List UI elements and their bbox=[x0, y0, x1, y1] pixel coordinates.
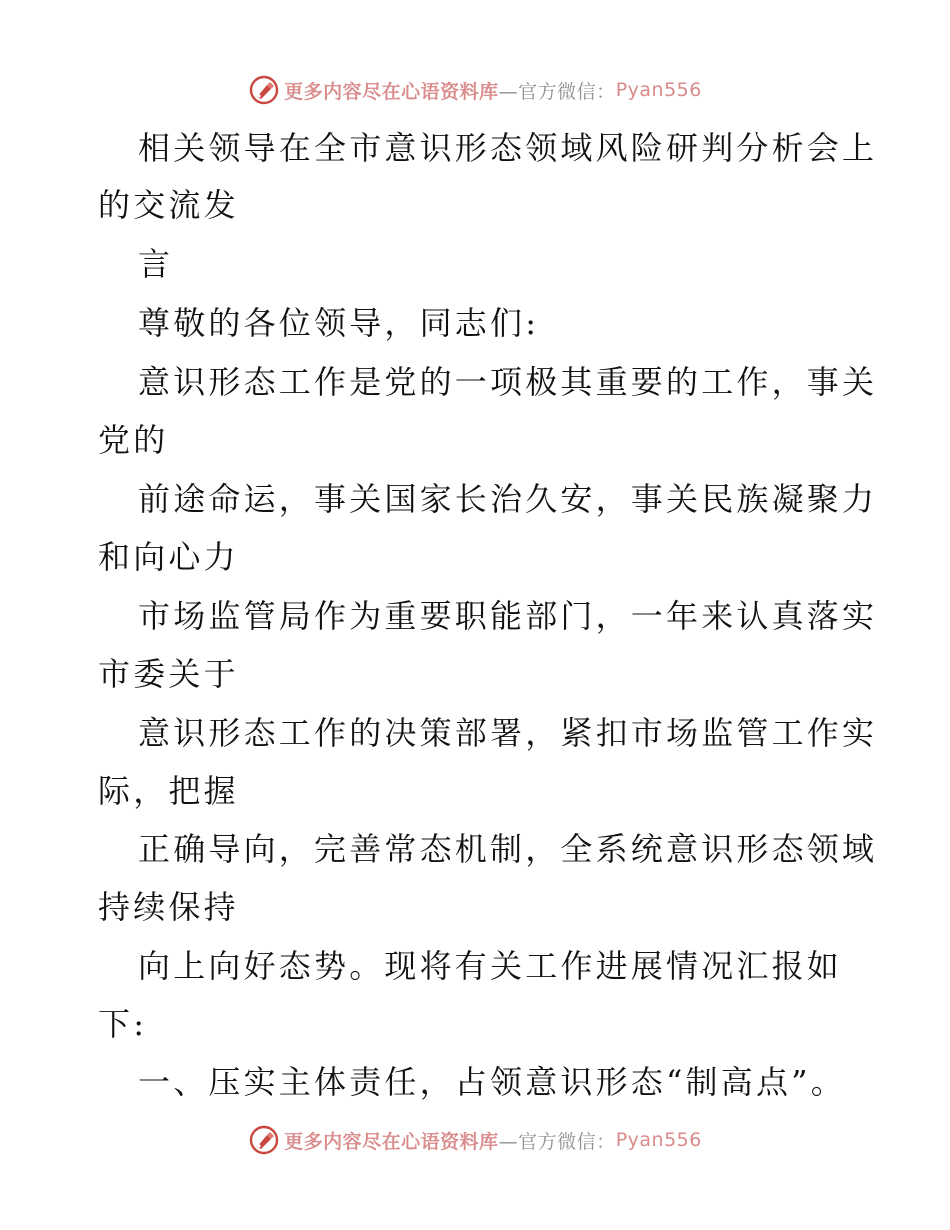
header-banner bbox=[0, 70, 950, 110]
paragraph-line: 意识形态工作的决策部署，紧扣市场监管工作实 bbox=[138, 714, 878, 752]
paragraph-line: 正确导向，完善常态机制，全系统意识形态领域 bbox=[138, 830, 878, 868]
banner-wechat-label: —官方微信： bbox=[498, 1130, 616, 1153]
paragraph-line: 前途命运，事关国家长治久安，事关民族凝聚力 bbox=[138, 480, 878, 518]
paragraph-line: 持续保持 bbox=[98, 888, 239, 926]
paragraph-line: 党的 bbox=[98, 421, 169, 459]
pen-logo-icon bbox=[248, 1124, 280, 1156]
banner-wechat-id: Pyan556 bbox=[615, 1129, 702, 1151]
salutation: 尊敬的各位领导，同志们: bbox=[138, 304, 540, 342]
paragraph-line: 际，把握 bbox=[98, 772, 239, 810]
banner-text: 更多内容尽在心语资料库 bbox=[284, 1130, 499, 1153]
paragraph-line: 市委关于 bbox=[98, 655, 239, 693]
paragraph-line: 和向心力 bbox=[98, 538, 239, 576]
banner-wechat-label: —官方微信： bbox=[498, 80, 616, 103]
title-line-2: 的交流发 bbox=[98, 186, 239, 224]
paragraph-line: 向上向好态势。现将有关工作进展情况汇报如 bbox=[138, 947, 843, 985]
paragraph-line: 市场监管局作为重要职能部门，一年来认真落实 bbox=[138, 597, 878, 635]
pen-logo-icon bbox=[248, 74, 280, 106]
banner-wechat-id: Pyan556 bbox=[615, 79, 702, 101]
title-line-3: 言 bbox=[138, 245, 174, 283]
paragraph-line: 下: bbox=[98, 1005, 148, 1043]
title-line-1: 相关领导在全市意识形态领域风险研判分析会上 bbox=[138, 129, 878, 167]
banner-text: 更多内容尽在心语资料库 bbox=[284, 80, 499, 103]
section-heading: 一、压实主体责任，占领意识形态“制高点”。 bbox=[138, 1063, 846, 1101]
footer-banner bbox=[0, 1120, 950, 1160]
paragraph-line: 意识形态工作是党的一项极其重要的工作，事关 bbox=[138, 363, 878, 401]
